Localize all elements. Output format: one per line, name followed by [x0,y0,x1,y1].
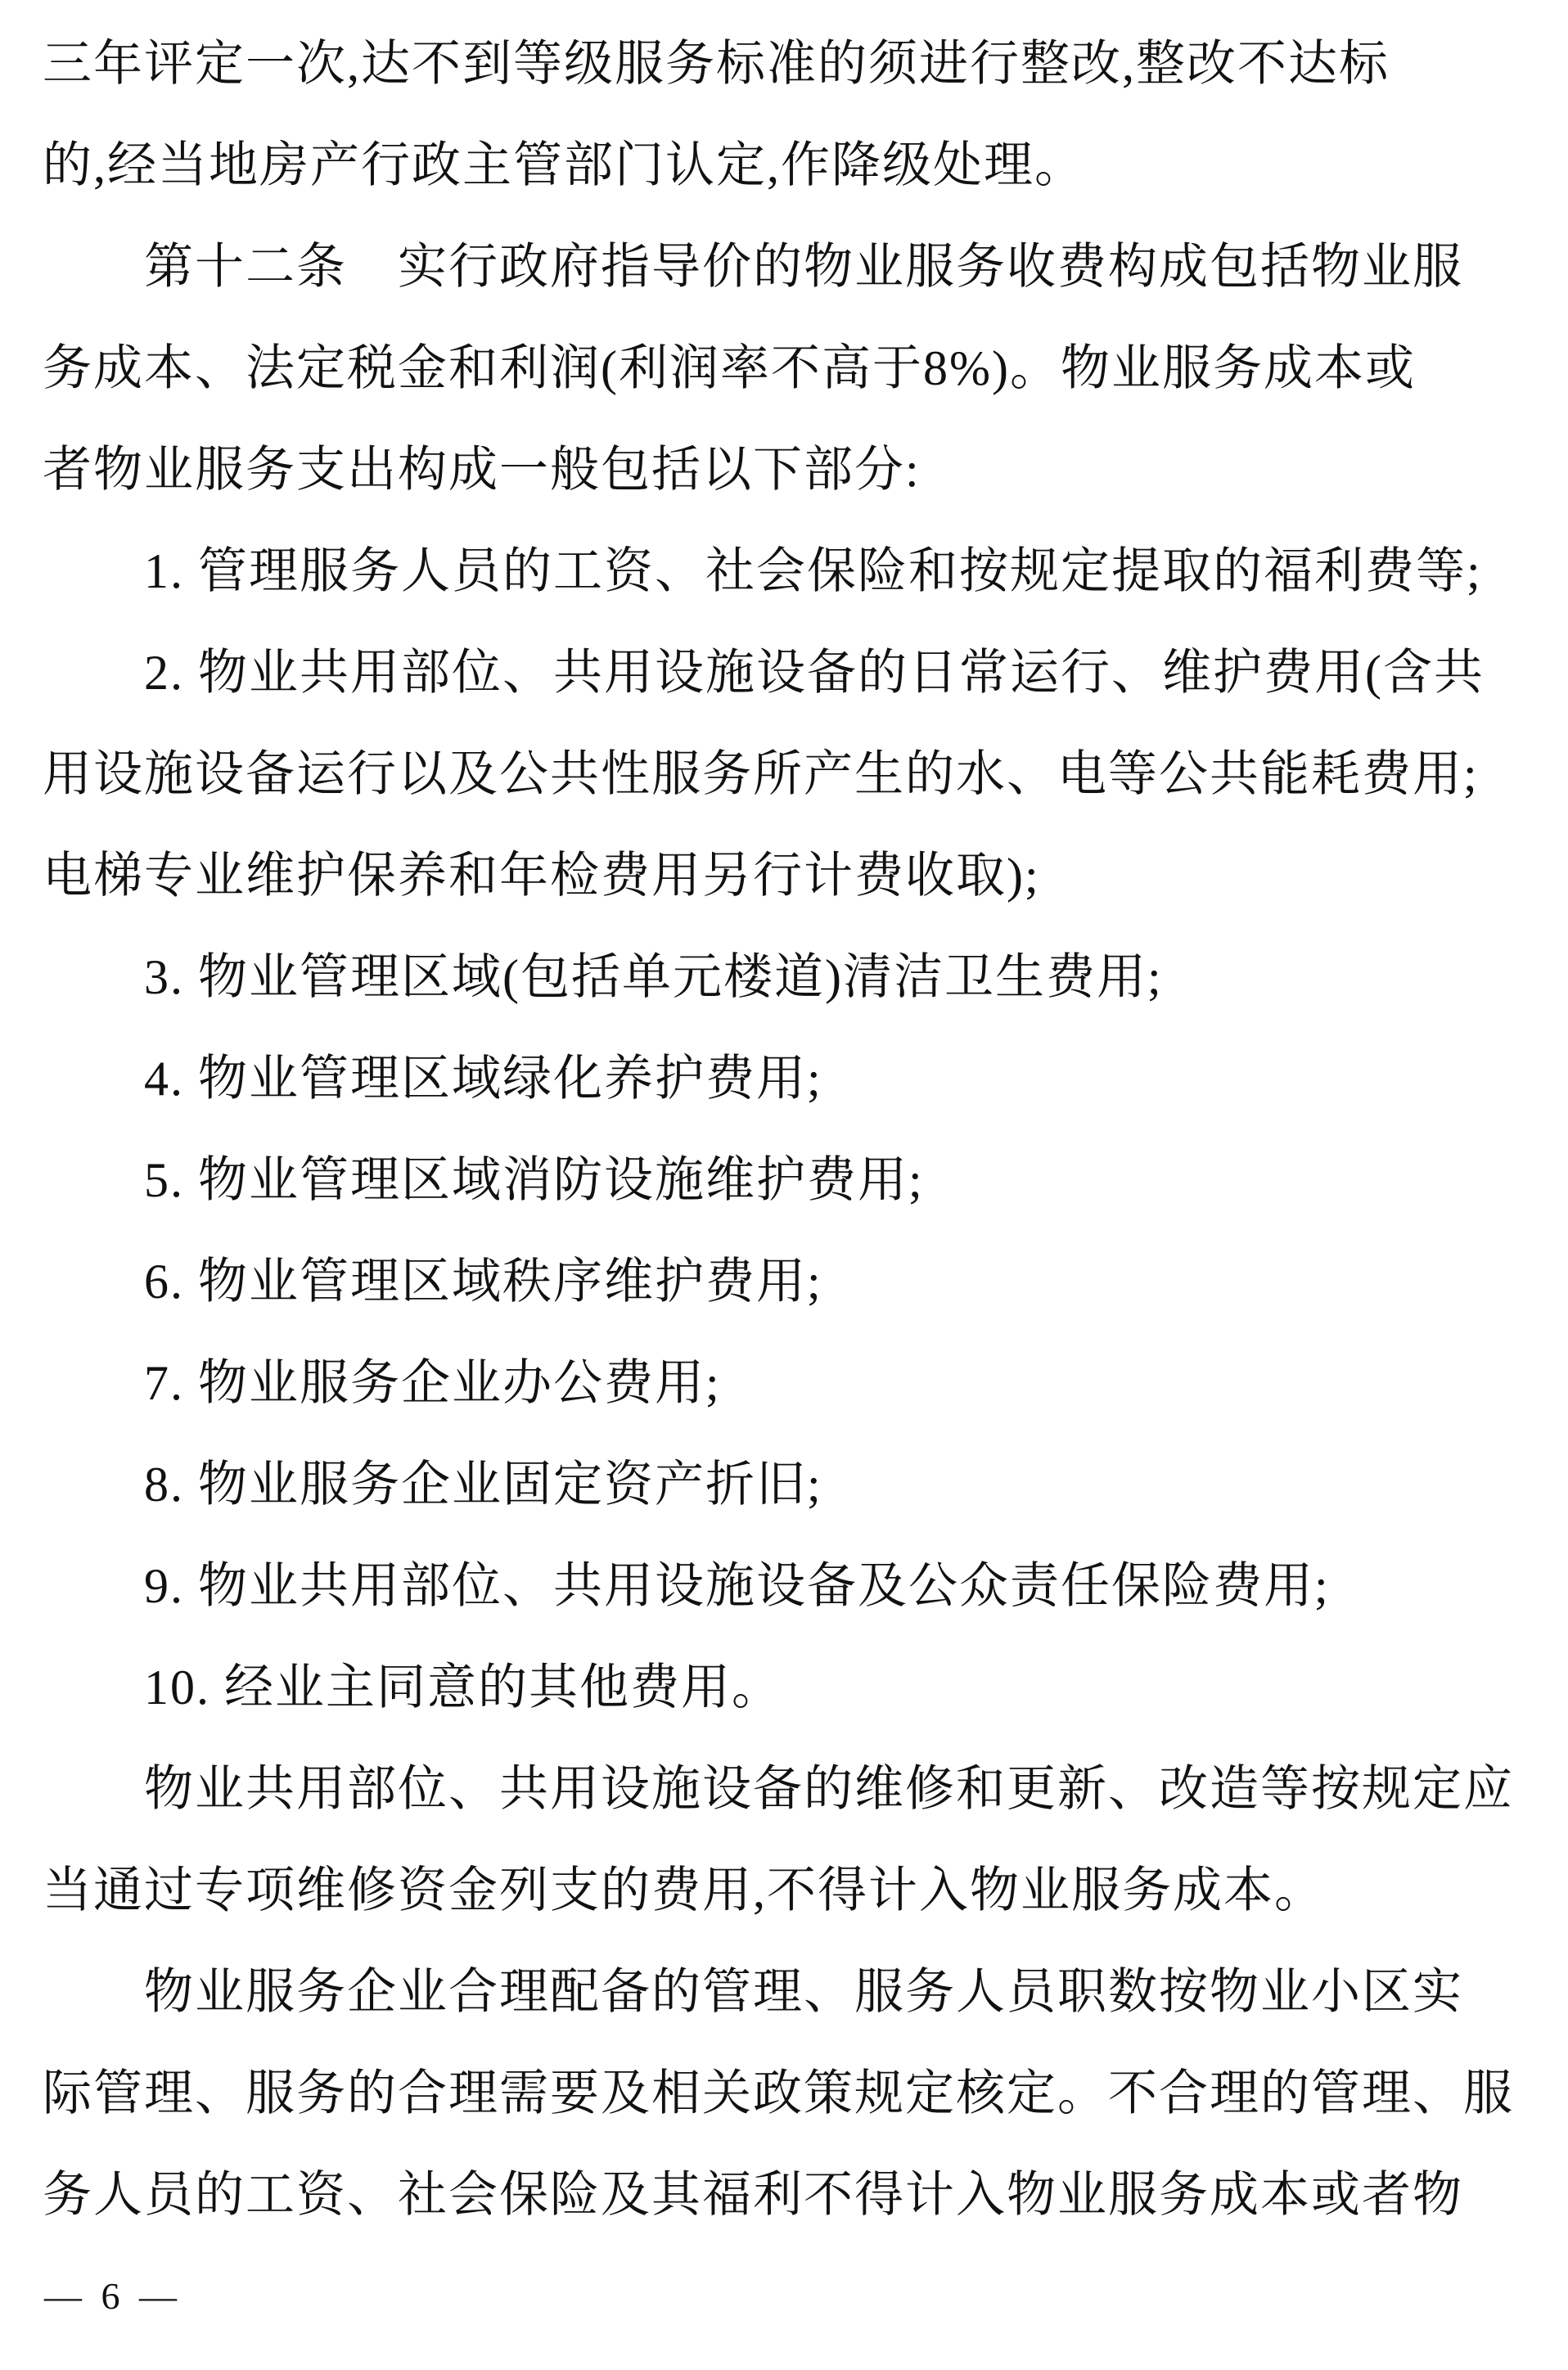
list-item-3: 3. 物业管理区域(包括单元楼道)清洁卫生费用; [144,950,1163,1004]
list-item-2-cont: 用设施设备运行以及公共性服务所产生的水、电等公共能耗费用; [43,747,1479,801]
list-item-10: 10. 经业主同意的其他费用。 [144,1660,782,1714]
list-item-2: 2. 物业共用部位、共用设施设备的日常运行、维护费用(含共 [144,646,1485,700]
body-line: 务人员的工资、社会保险及其福利不得计入物业服务成本或者物 [43,2168,1463,2222]
list-item-6: 6. 物业管理区域秩序维护费用; [144,1255,822,1309]
list-item-8: 8. 物业服务企业固定资产折旧; [144,1458,822,1512]
body-line: 者物业服务支出构成一般包括以下部分: [43,443,921,497]
list-item-4: 4. 物业管理区域绿化养护费用; [144,1052,822,1106]
page-number: — 6 — [44,2275,182,2317]
body-line: 际管理、服务的合理需要及相关政策规定核定。不合理的管理、服 [43,2066,1514,2120]
list-item-9: 9. 物业共用部位、共用设施设备及公众责任保险费用; [144,1559,1330,1613]
body-line: 物业共用部位、共用设施设备的维修和更新、改造等按规定应 [144,1762,1514,1816]
list-item-1: 1. 管理服务人员的工资、社会保险和按规定提取的福利费等; [144,544,1482,598]
body-line: 物业服务企业合理配备的管理、服务人员职数按物业小区实 [144,1965,1463,2019]
article-heading-line: 第十二条 实行政府指导价的物业服务收费构成包括物业服 [144,240,1463,294]
body-line: 三年评定一次,达不到等级服务标准的须进行整改,整改不达标 [43,37,1390,91]
body-line: 的,经当地房产行政主管部门认定,作降级处理。 [43,138,1085,192]
list-item-5: 5. 物业管理区域消防设施维护费用; [144,1153,924,1207]
list-item-2-cont: 电梯专业维护保养和年检费用另行计费收取); [43,849,1040,903]
body-line: 当通过专项维修资金列支的费用,不得计入物业服务成本。 [43,1863,1325,1917]
list-item-7: 7. 物业服务企业办公费用; [144,1356,721,1410]
body-line: 务成本、法定税金和利润(利润率不高于8%)。物业服务成本或 [43,341,1416,395]
